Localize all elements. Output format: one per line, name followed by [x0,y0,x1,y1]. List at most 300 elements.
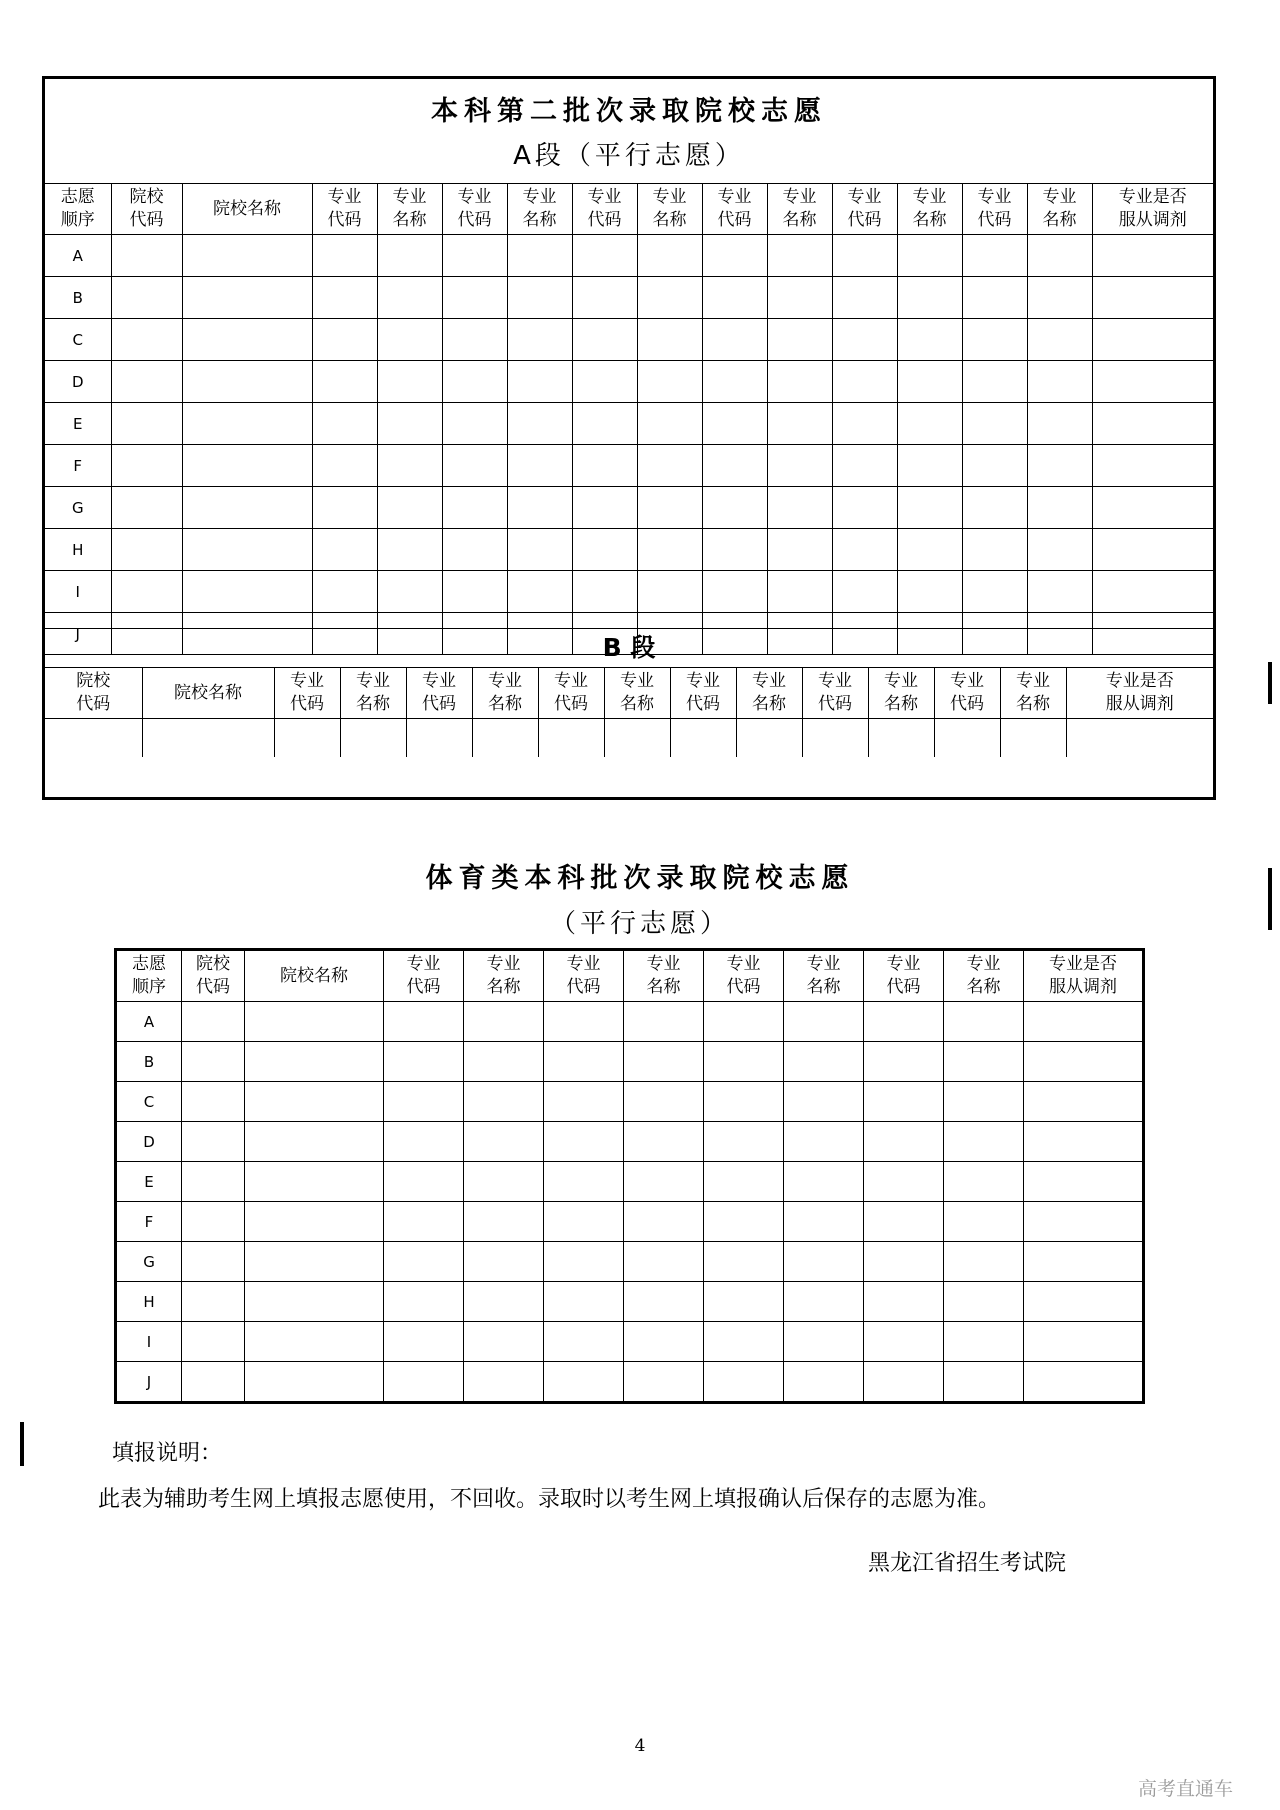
entry-cell[interactable] [784,1282,864,1322]
entry-cell[interactable] [245,1282,384,1322]
entry-cell[interactable] [784,1362,864,1403]
entry-cell[interactable] [377,403,442,445]
column-header [507,184,572,235]
entry-cell[interactable] [868,719,934,758]
entry-cell[interactable] [1092,277,1213,319]
entry-cell[interactable] [384,1322,464,1362]
column-header [897,184,962,235]
row-label: F [45,445,111,487]
entry-cell[interactable] [1024,1362,1144,1403]
entry-cell[interactable] [1092,571,1213,613]
entry-cell[interactable] [1027,445,1092,487]
entry-cell[interactable] [572,361,637,403]
entry-cell[interactable] [111,319,182,361]
entry-cell[interactable] [384,1122,464,1162]
entry-cell[interactable] [464,1042,544,1082]
entry-cell[interactable] [767,235,832,277]
entry-cell[interactable] [1092,487,1213,529]
entry-cell[interactable] [142,719,274,758]
entry-cell[interactable] [182,1322,245,1362]
entry-cell[interactable] [544,1042,624,1082]
entry-cell[interactable] [624,1202,704,1242]
entry-cell[interactable] [464,1362,544,1403]
entry-cell[interactable] [1027,361,1092,403]
entry-cell[interactable] [182,1242,245,1282]
entry-cell[interactable] [637,487,702,529]
entry-cell[interactable] [544,1002,624,1042]
entry-cell[interactable] [384,1282,464,1322]
row-label: A [116,1002,182,1042]
entry-cell[interactable] [377,487,442,529]
entry-cell[interactable] [702,529,767,571]
entry-cell[interactable] [377,529,442,571]
entry-cell[interactable] [962,529,1027,571]
column-header [45,668,142,719]
margin-mark [1268,868,1272,930]
entry-cell[interactable] [624,1162,704,1202]
entry-cell[interactable] [767,361,832,403]
entry-cell[interactable] [897,235,962,277]
entry-cell[interactable] [1027,319,1092,361]
entry-cell[interactable] [507,277,572,319]
entry-cell[interactable] [544,1322,624,1362]
entry-cell[interactable] [802,719,868,758]
table-row [116,1162,1144,1202]
column-header-text: 专业 [406,954,441,974]
entry-cell[interactable] [944,1202,1024,1242]
entry-cell[interactable] [442,487,507,529]
entry-cell[interactable] [624,1122,704,1162]
entry-cell[interactable] [962,361,1027,403]
entry-cell[interactable] [312,403,377,445]
entry-cell[interactable] [507,403,572,445]
entry-cell[interactable] [111,403,182,445]
column-header-text: 专业 [884,671,918,691]
entry-cell[interactable] [944,1122,1024,1162]
entry-cell[interactable] [377,319,442,361]
entry-cell[interactable] [442,235,507,277]
entry-cell[interactable] [312,445,377,487]
entry-cell[interactable] [624,1282,704,1322]
entry-cell[interactable] [637,277,702,319]
entry-cell[interactable] [507,445,572,487]
entry-cell[interactable] [111,529,182,571]
row-label: D [116,1122,182,1162]
entry-cell[interactable] [245,1202,384,1242]
entry-cell[interactable] [784,1162,864,1202]
entry-cell[interactable] [702,571,767,613]
entry-cell[interactable] [1024,1322,1144,1362]
entry-cell[interactable] [1024,1202,1144,1242]
entry-cell[interactable] [572,403,637,445]
entry-cell[interactable] [182,1002,245,1042]
entry-cell[interactable] [767,529,832,571]
entry-cell[interactable] [384,1002,464,1042]
entry-cell[interactable] [784,1082,864,1122]
entry-cell[interactable] [572,319,637,361]
column-header-text: 专业是否 [1105,671,1174,691]
entry-cell[interactable] [312,235,377,277]
entry-cell[interactable] [962,571,1027,613]
entry-cell[interactable] [767,571,832,613]
entry-cell[interactable] [245,1322,384,1362]
entry-cell[interactable] [637,403,702,445]
entry-cell[interactable] [704,1282,784,1322]
entry-cell[interactable] [702,277,767,319]
entry-cell[interactable] [464,1282,544,1322]
column-header-text: 名称 [884,694,918,714]
entry-cell[interactable] [1092,319,1213,361]
entry-cell[interactable] [864,1322,944,1362]
entry-cell[interactable] [897,319,962,361]
column-header-text: 志愿 [60,187,95,207]
entry-cell[interactable] [182,361,312,403]
entry-cell[interactable] [1027,487,1092,529]
entry-cell[interactable] [704,1042,784,1082]
entry-cell[interactable] [864,1042,944,1082]
entry-cell[interactable] [897,403,962,445]
table-row [45,277,1213,319]
entry-cell[interactable] [572,235,637,277]
entry-cell[interactable] [182,445,312,487]
entry-cell[interactable] [544,1122,624,1162]
entry-cell[interactable] [544,1202,624,1242]
entry-cell[interactable] [464,1202,544,1242]
entry-cell[interactable] [604,719,670,758]
entry-cell[interactable] [624,1322,704,1362]
entry-cell[interactable] [442,277,507,319]
entry-cell[interactable] [384,1162,464,1202]
entry-cell[interactable] [1024,1002,1144,1042]
entry-cell[interactable] [704,1202,784,1242]
entry-cell[interactable] [704,1082,784,1122]
entry-cell[interactable] [111,445,182,487]
entry-cell[interactable] [544,1282,624,1322]
entry-cell[interactable] [704,1122,784,1162]
entry-cell[interactable] [377,361,442,403]
entry-cell[interactable] [182,1122,245,1162]
entry-cell[interactable] [464,1242,544,1282]
row-label: J [116,1362,182,1403]
entry-cell[interactable] [572,277,637,319]
entry-cell[interactable] [702,235,767,277]
column-header-text: 专业 [522,187,557,207]
entry-cell[interactable] [944,1322,1024,1362]
entry-cell[interactable] [864,1362,944,1403]
entry-cell[interactable] [1027,277,1092,319]
entry-cell[interactable] [767,487,832,529]
entry-cell[interactable] [702,445,767,487]
entry-cell[interactable] [464,1122,544,1162]
entry-cell[interactable] [767,403,832,445]
entry-cell[interactable] [111,277,182,319]
entry-cell[interactable] [182,277,312,319]
entry-cell[interactable] [182,403,312,445]
column-header-text: 代码 [886,977,921,997]
entry-cell[interactable] [864,1242,944,1282]
entry-cell[interactable] [538,719,604,758]
entry-cell[interactable] [934,719,1000,758]
entry-cell[interactable] [384,1242,464,1282]
entry-cell[interactable] [1092,445,1213,487]
entry-cell[interactable] [702,403,767,445]
entry-cell[interactable] [312,277,377,319]
entry-cell[interactable] [944,1082,1024,1122]
entry-cell[interactable] [384,1042,464,1082]
entry-cell[interactable] [704,1002,784,1042]
entry-cell[interactable] [1092,403,1213,445]
column-header-text: 专业 [686,671,720,691]
entry-cell[interactable] [784,1042,864,1082]
entry-cell[interactable] [962,403,1027,445]
entry-cell[interactable] [624,1242,704,1282]
entry-cell[interactable] [624,1362,704,1403]
entry-cell[interactable] [784,1202,864,1242]
entry-cell[interactable] [464,1162,544,1202]
entry-cell[interactable] [864,1202,944,1242]
entry-cell[interactable] [1092,529,1213,571]
entry-cell[interactable] [572,487,637,529]
entry-cell[interactable] [442,361,507,403]
column-header [784,950,864,1002]
entry-cell[interactable] [464,1082,544,1122]
entry-cell[interactable] [1024,1282,1144,1322]
entry-cell[interactable] [182,1282,245,1322]
column-header-text: 顺序 [132,977,166,997]
entry-cell[interactable] [832,529,897,571]
entry-cell[interactable] [864,1002,944,1042]
entry-cell[interactable] [572,571,637,613]
entry-cell[interactable] [832,403,897,445]
entry-cell[interactable] [507,319,572,361]
entry-cell[interactable] [704,1322,784,1362]
entry-cell[interactable] [637,529,702,571]
entry-cell[interactable] [312,571,377,613]
entry-cell[interactable] [784,1322,864,1362]
entry-cell[interactable] [897,445,962,487]
entry-cell[interactable] [864,1082,944,1122]
entry-cell[interactable] [377,277,442,319]
entry-cell[interactable] [544,1362,624,1403]
entry-cell[interactable] [442,571,507,613]
entry-cell[interactable] [442,445,507,487]
entry-cell[interactable] [111,235,182,277]
instructions-heading: 填报说明： [112,1441,223,1466]
entry-cell[interactable] [464,1322,544,1362]
entry-cell[interactable] [624,1042,704,1082]
entry-cell[interactable] [507,529,572,571]
table-row [116,1202,1144,1242]
entry-cell[interactable] [1027,571,1092,613]
entry-cell[interactable] [182,1362,245,1403]
entry-cell[interactable] [464,1002,544,1042]
entry-cell[interactable] [442,319,507,361]
entry-cell[interactable] [637,445,702,487]
column-header-text: 名称 [912,210,947,230]
entry-cell[interactable] [442,529,507,571]
entry-cell[interactable] [944,1002,1024,1042]
column-header-text: 院校 [196,954,230,974]
entry-cell[interactable] [377,445,442,487]
table-header-row [45,184,1213,235]
entry-cell[interactable] [182,1042,245,1082]
column-header [111,184,182,235]
entry-cell[interactable] [384,1202,464,1242]
entry-cell[interactable] [704,1362,784,1403]
entry-cell[interactable] [384,1362,464,1403]
entry-cell[interactable] [182,319,312,361]
entry-cell[interactable] [312,487,377,529]
entry-cell[interactable] [944,1362,1024,1403]
entry-cell[interactable] [1024,1082,1144,1122]
entry-cell[interactable] [897,529,962,571]
entry-cell[interactable] [1027,403,1092,445]
entry-cell[interactable] [245,1162,384,1202]
entry-cell[interactable] [245,1242,384,1282]
column-header-text: 代码 [977,210,1012,230]
entry-cell[interactable] [442,403,507,445]
entry-cell[interactable] [624,1082,704,1122]
entry-cell[interactable] [507,487,572,529]
entry-cell[interactable] [182,529,312,571]
entry-cell[interactable] [274,719,340,758]
entry-cell[interactable] [111,487,182,529]
entry-cell[interactable] [245,1122,384,1162]
entry-cell[interactable] [832,361,897,403]
entry-cell[interactable] [111,571,182,613]
entry-cell[interactable] [406,719,472,758]
entry-cell[interactable] [1027,529,1092,571]
entry-cell[interactable] [472,719,538,758]
column-header-text: 代码 [129,210,164,230]
entry-cell[interactable] [962,235,1027,277]
entry-cell[interactable] [377,571,442,613]
entry-cell[interactable] [944,1282,1024,1322]
watermark: 高考直通车 [1138,1778,1234,1800]
column-header [670,668,736,719]
entry-cell[interactable] [45,719,142,758]
entry-cell[interactable] [637,361,702,403]
entry-cell[interactable] [897,277,962,319]
entry-cell[interactable] [832,277,897,319]
entry-cell[interactable] [544,1242,624,1282]
entry-cell[interactable] [670,719,736,758]
entry-cell[interactable] [944,1042,1024,1082]
entry-cell[interactable] [767,445,832,487]
entry-cell[interactable] [767,277,832,319]
entry-cell[interactable] [1066,719,1213,758]
entry-cell[interactable] [864,1122,944,1162]
entry-cell[interactable] [1024,1042,1144,1082]
entry-cell[interactable] [832,445,897,487]
issuer-signature: 黑龙江省招生考试院 [868,1551,1067,1576]
entry-cell[interactable] [1024,1122,1144,1162]
entry-cell[interactable] [1092,235,1213,277]
entry-cell[interactable] [784,1242,864,1282]
entry-cell[interactable] [832,319,897,361]
table-row [45,487,1213,529]
entry-cell[interactable] [544,1162,624,1202]
entry-cell[interactable] [897,487,962,529]
entry-cell[interactable] [312,319,377,361]
entry-cell[interactable] [704,1162,784,1202]
entry-cell[interactable] [245,1042,384,1082]
entry-cell[interactable] [832,235,897,277]
entry-cell[interactable] [312,529,377,571]
entry-cell[interactable] [245,1362,384,1403]
entry-cell[interactable] [572,445,637,487]
entry-cell[interactable] [507,361,572,403]
entry-cell[interactable] [784,1122,864,1162]
column-header [704,950,784,1002]
entry-cell[interactable] [182,487,312,529]
column-header-text: 代码 [717,210,752,230]
column-header [377,184,442,235]
entry-cell[interactable] [637,571,702,613]
entry-cell[interactable] [962,277,1027,319]
entry-cell[interactable] [182,1162,245,1202]
entry-cell[interactable] [864,1162,944,1202]
entry-cell[interactable] [832,487,897,529]
entry-cell[interactable] [182,1202,245,1242]
entry-cell[interactable] [312,361,377,403]
entry-cell[interactable] [245,1082,384,1122]
entry-cell[interactable] [1024,1162,1144,1202]
entry-cell[interactable] [340,719,406,758]
entry-cell[interactable] [182,235,312,277]
entry-cell[interactable] [832,571,897,613]
entry-cell[interactable] [897,361,962,403]
entry-cell[interactable] [624,1002,704,1042]
entry-cell[interactable] [897,571,962,613]
entry-cell[interactable] [704,1242,784,1282]
entry-cell[interactable] [944,1162,1024,1202]
entry-cell[interactable] [962,487,1027,529]
entry-cell[interactable] [1024,1242,1144,1282]
entry-cell[interactable] [182,1082,245,1122]
entry-cell[interactable] [702,361,767,403]
entry-cell[interactable] [864,1282,944,1322]
entry-cell[interactable] [784,1002,864,1042]
entry-cell[interactable] [962,445,1027,487]
entry-cell[interactable] [1000,719,1066,758]
table-header-row [116,950,1144,1002]
entry-cell[interactable] [1027,235,1092,277]
entry-cell[interactable] [384,1082,464,1122]
column-header-text: 名称 [752,694,786,714]
entry-cell[interactable] [702,319,767,361]
column-header [702,184,767,235]
entry-cell[interactable] [507,571,572,613]
entry-cell[interactable] [637,235,702,277]
row-label: I [116,1322,182,1362]
entry-cell[interactable] [377,235,442,277]
table-row [116,1122,1144,1162]
entry-cell[interactable] [637,319,702,361]
entry-cell[interactable] [962,319,1027,361]
entry-cell[interactable] [111,361,182,403]
entry-cell[interactable] [182,571,312,613]
entry-cell[interactable] [767,319,832,361]
entry-cell[interactable] [572,529,637,571]
entry-cell[interactable] [702,487,767,529]
entry-cell[interactable] [544,1082,624,1122]
entry-cell[interactable] [1092,361,1213,403]
entry-cell[interactable] [507,235,572,277]
entry-cell[interactable] [944,1242,1024,1282]
entry-cell[interactable] [736,719,802,758]
entry-cell[interactable] [245,1002,384,1042]
